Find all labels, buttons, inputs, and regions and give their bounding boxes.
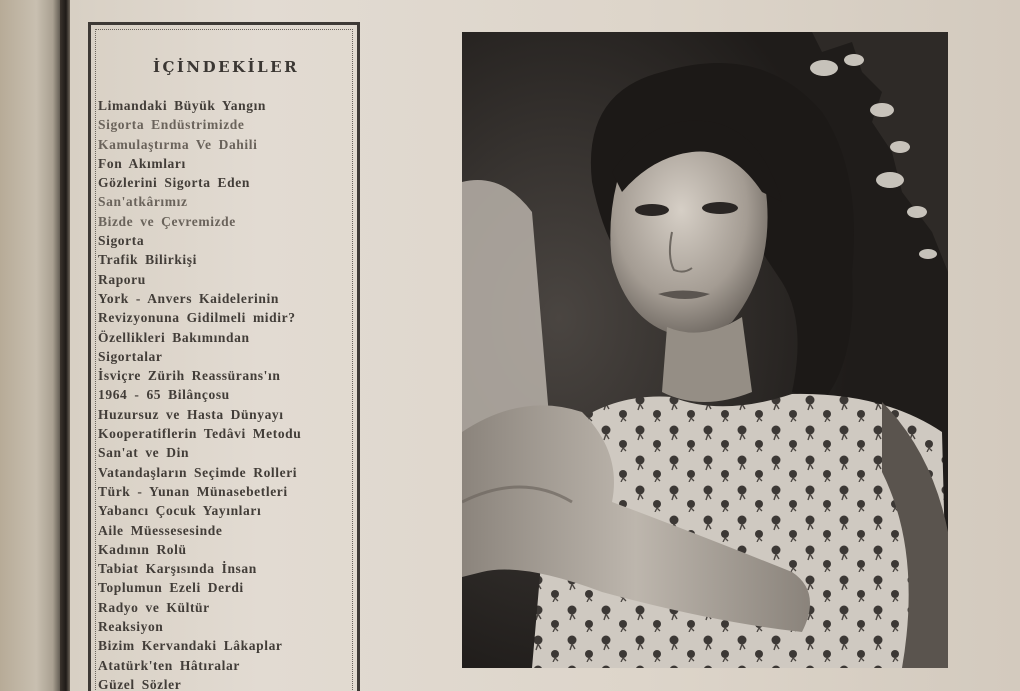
- toc-item: Radyo ve Kültür: [98, 599, 210, 615]
- toc-item: Kadının Rolü: [98, 541, 187, 557]
- toc-item: Kooperatiflerin Tedâvi Metodu: [98, 426, 302, 442]
- book-spine: [0, 0, 66, 691]
- toc-item: Güzel Sözler: [98, 676, 182, 691]
- toc-item: San'atkârımız: [98, 194, 188, 210]
- toc-item: Gözlerini Sigorta Eden: [98, 175, 250, 191]
- toc-item: Vatandaşların Seçimde Rolleri: [98, 464, 298, 480]
- toc-item: Revizyonuna Gidilmeli midir?: [98, 310, 296, 326]
- cover-photo: [462, 32, 948, 668]
- toc-item: York - Anvers Kaidelerinin: [98, 290, 279, 306]
- toc-item: Fon Akımları: [98, 155, 186, 171]
- toc-item: Yabancı Çocuk Yayınları: [98, 503, 262, 519]
- toc-item: 1964 - 65 Bilânçosu: [98, 387, 230, 403]
- toc-item: Atatürk'ten Hâtıralar: [98, 657, 240, 673]
- left-eye: [635, 204, 669, 216]
- toc-item: Sigortalar: [98, 348, 163, 364]
- toc-item: Raporu: [98, 271, 146, 287]
- toc-item: Kamulaştırma Ve Dahili: [98, 136, 258, 152]
- toc-item: Aile Müessesesinde: [98, 522, 223, 538]
- woman-portrait-illustration: [462, 32, 948, 668]
- toc-item: Sigorta: [98, 233, 145, 249]
- toc-item: Sigorta Endüstrimizde: [98, 117, 245, 133]
- toc-item: Bizim Kervandaki Lâkaplar: [98, 638, 283, 654]
- toc-item: Huzursuz ve Hasta Dünyayı: [98, 406, 284, 422]
- toc-item: San'at ve Din: [98, 445, 190, 461]
- toc-item: Toplumun Ezeli Derdi: [98, 580, 244, 596]
- toc-item: Tabiat Karşısında İnsan: [98, 561, 257, 577]
- spine-gutter: [60, 0, 70, 691]
- toc-item: Trafik Bilirkişi: [98, 252, 197, 268]
- toc-item: İsviçre Zürih Reassürans'ın: [98, 368, 281, 384]
- toc-list: [98, 96, 354, 691]
- toc-item: Bizde ve Çevremizde: [98, 213, 236, 229]
- toc-item: Özellikleri Bakımından: [98, 329, 250, 345]
- toc-item: Türk - Yunan Münasebetleri: [98, 483, 288, 499]
- toc-heading: İÇİNDEKİLER: [152, 58, 300, 76]
- right-eye: [702, 202, 738, 214]
- toc-item: Reaksiyon: [98, 619, 164, 635]
- toc-item: Limandaki Büyük Yangın: [98, 98, 267, 113]
